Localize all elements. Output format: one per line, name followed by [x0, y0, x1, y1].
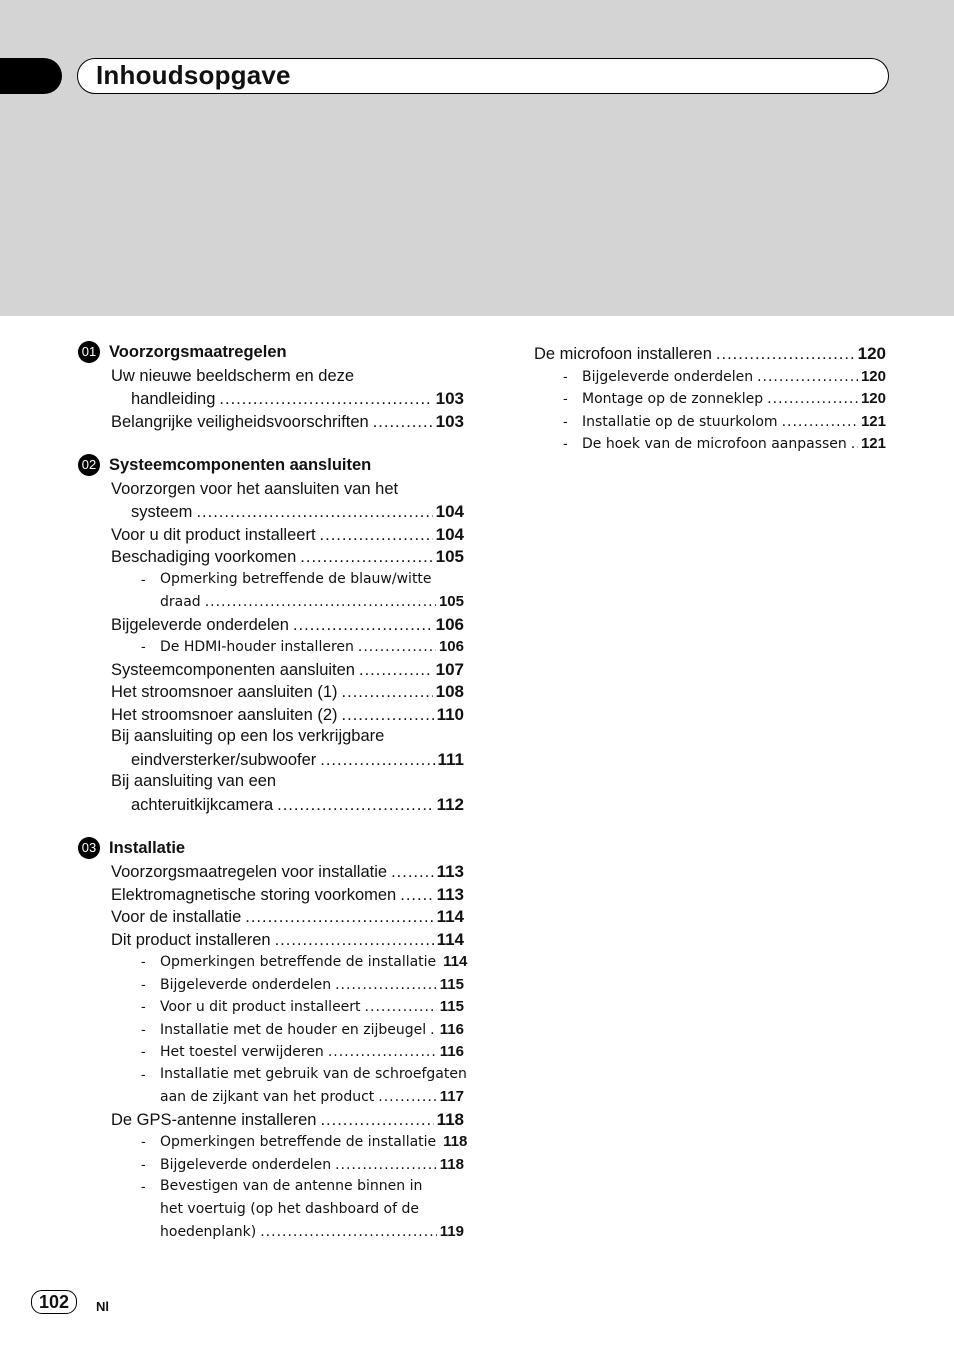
toc-subentry[interactable] — [160, 1133, 468, 1150]
toc-entry[interactable] — [111, 547, 464, 567]
toc-entry[interactable] — [111, 525, 464, 545]
footer-page-number: 102 — [31, 1290, 77, 1314]
toc-page-number: 106 — [438, 638, 464, 655]
leader-dots — [365, 999, 437, 1015]
leader-dots — [757, 369, 858, 385]
toc-entry[interactable] — [131, 502, 464, 522]
toc-entry-line: Voorzorgen voor het aansluiten van het — [111, 480, 399, 498]
toc-page-number: 121 — [860, 435, 886, 452]
toc-entry[interactable] — [111, 862, 464, 882]
toc-entry[interactable] — [131, 795, 464, 815]
toc-page-number: 104 — [435, 525, 464, 544]
toc-subentry[interactable] — [160, 1043, 464, 1060]
toc-entry[interactable] — [534, 344, 886, 364]
leader-dots — [767, 391, 858, 407]
toc-entry[interactable] — [111, 1110, 464, 1130]
toc-page-number: 113 — [436, 885, 464, 904]
leader-dots — [277, 796, 433, 815]
toc-page-number: 120 — [860, 368, 886, 385]
header-band — [0, 0, 954, 316]
toc-subentry-line: het voertuig (op het dashboard of de — [160, 1201, 419, 1217]
leader-dots — [782, 414, 858, 430]
toc-entry-text: Opmerkingen betreffende de installatie — [160, 1134, 437, 1150]
toc-entry-text: Installatie met de houder en zijbeugel — [160, 1022, 427, 1038]
toc-subentry[interactable] — [160, 1223, 464, 1240]
leader-dots — [359, 661, 433, 680]
leader-dots — [260, 1224, 437, 1240]
toc-page-number: 118 — [443, 1133, 468, 1150]
toc-entry-text: draad — [160, 594, 201, 610]
toc-page-number: 114 — [436, 930, 464, 949]
toc-entry-text: hoedenplank) — [160, 1224, 257, 1240]
toc-entry[interactable] — [111, 907, 464, 927]
toc-page-number: 107 — [435, 660, 464, 679]
toc-entry-text: Opmerkingen betreffende de installatie — [160, 954, 437, 970]
sub-entry-dash: - — [141, 1066, 146, 1082]
toc-entry-text: Voor u dit product installeert — [160, 999, 361, 1015]
sub-entry-dash: - — [141, 953, 146, 969]
leader-dots — [320, 526, 433, 545]
toc-page-number: 121 — [860, 413, 886, 430]
toc-entry-text: Beschadiging voorkomen — [111, 548, 297, 566]
toc-entry-text: De hoek van de microfoon aanpassen — [582, 436, 847, 452]
toc-entry[interactable] — [111, 705, 464, 725]
toc-page-number: 115 — [439, 976, 464, 993]
toc-entry[interactable] — [111, 412, 464, 432]
toc-page-number: 111 — [437, 750, 464, 769]
leader-dots — [342, 683, 433, 702]
toc-page-number: 120 — [857, 344, 886, 363]
toc-entry-text: Elektromagnetische storing voorkomen — [111, 886, 397, 904]
toc-page-number: 105 — [438, 593, 464, 610]
toc-page-number: 112 — [436, 795, 464, 814]
toc-page-number: 114 — [436, 907, 464, 926]
toc-page-number: 120 — [860, 390, 886, 407]
toc-page-number: 118 — [439, 1156, 464, 1173]
header-tab-marker — [0, 58, 62, 94]
toc-page-number: 105 — [435, 547, 464, 566]
toc-page-number: 104 — [435, 502, 464, 521]
leader-dots — [328, 1044, 437, 1060]
leader-dots — [716, 345, 855, 364]
toc-entry[interactable] — [111, 660, 464, 680]
toc-subentry[interactable] — [160, 976, 464, 993]
toc-subentry[interactable] — [582, 390, 886, 407]
toc-entry-line: Bij aansluiting van een — [111, 772, 277, 790]
toc-subentry[interactable] — [160, 998, 464, 1015]
toc-subentry[interactable] — [160, 638, 464, 655]
toc-entry-text: Het stroomsnoer aansluiten (1) — [111, 683, 338, 701]
toc-entry[interactable] — [111, 615, 464, 635]
page-title: Inhoudsopgave — [96, 60, 291, 90]
toc-entry-text: Montage op de zonneklep — [582, 391, 764, 407]
toc-entry-text: Installatie op de stuurkolom — [582, 414, 778, 430]
leader-dots — [851, 436, 858, 452]
toc-subentry[interactable] — [582, 435, 886, 452]
leader-dots — [335, 977, 437, 993]
toc-entry[interactable] — [111, 930, 464, 950]
toc-page-number: 114 — [443, 953, 468, 970]
toc-page-number: 113 — [436, 862, 464, 881]
sub-entry-dash: - — [141, 1133, 146, 1149]
sub-entry-dash: - — [563, 368, 568, 384]
sub-entry-dash: - — [563, 435, 568, 451]
sub-entry-dash: - — [563, 413, 568, 429]
toc-subentry[interactable] — [160, 593, 464, 610]
leader-dots — [430, 1022, 437, 1038]
toc-entry-text: Bijgeleverde onderdelen — [160, 977, 332, 993]
sub-entry-dash: - — [563, 390, 568, 406]
sub-entry-dash: - — [141, 1178, 146, 1194]
section-title: Voorzorgsmaatregelen — [109, 343, 287, 361]
toc-entry-text: achteruitkijkcamera — [131, 796, 274, 814]
toc-entry[interactable] — [111, 885, 464, 905]
toc-entry-text: eindversterker/subwoofer — [131, 751, 317, 769]
toc-entry-text: handleiding — [131, 390, 216, 408]
sub-entry-dash: - — [141, 1043, 146, 1059]
toc-page-number: 115 — [439, 998, 464, 1015]
toc-subentry[interactable] — [582, 413, 886, 430]
toc-entry-line: Uw nieuwe beeldscherm en deze — [111, 367, 355, 385]
toc-page-number: 118 — [436, 1110, 464, 1129]
sub-entry-dash: - — [141, 638, 146, 654]
leader-dots — [335, 1157, 437, 1173]
sub-entry-dash: - — [141, 571, 146, 587]
toc-subentry[interactable] — [160, 953, 468, 970]
section-number-badge: 03 — [78, 837, 100, 859]
section-title: Systeemcomponenten aansluiten — [109, 456, 372, 474]
leader-dots — [378, 1089, 437, 1105]
leader-dots — [373, 413, 433, 432]
toc-subentry-line: Bevestigen van de antenne binnen in — [160, 1178, 423, 1194]
toc-page-number: 106 — [435, 615, 464, 634]
toc-entry-text: Het toestel verwijderen — [160, 1044, 324, 1060]
toc-entry-text: Voor de installatie — [111, 908, 242, 926]
leader-dots — [400, 886, 433, 905]
toc-entry-text: Voor u dit product installeert — [111, 526, 316, 544]
toc-entry[interactable] — [111, 682, 464, 702]
toc-entry-text: Bijgeleverde onderdelen — [160, 1157, 332, 1173]
toc-page-number: 103 — [435, 389, 464, 408]
toc-subentry[interactable] — [582, 368, 886, 385]
toc-page-number: 116 — [439, 1043, 464, 1060]
leader-dots — [300, 548, 432, 567]
title-box — [77, 58, 889, 94]
leader-dots — [275, 931, 434, 950]
toc-entry-line: Bij aansluiting op een los verkrijgbare — [111, 727, 385, 745]
toc-subentry[interactable] — [160, 1156, 464, 1173]
leader-dots — [391, 863, 433, 882]
leader-dots — [245, 908, 433, 927]
toc-page-number: 116 — [439, 1021, 464, 1038]
leader-dots — [358, 639, 436, 655]
section-number-badge: 02 — [78, 454, 100, 476]
leader-dots — [196, 503, 432, 522]
toc-entry-text: Bijgeleverde onderdelen — [582, 369, 754, 385]
toc-entry-text: Bijgeleverde onderdelen — [111, 616, 289, 634]
toc-subentry[interactable] — [160, 1021, 464, 1038]
sub-entry-dash: - — [141, 976, 146, 992]
toc-entry-text: Het stroomsnoer aansluiten (2) — [111, 706, 338, 724]
toc-subentry-line: Opmerking betreffende de blauw/witte — [160, 571, 432, 587]
toc-page-number: 108 — [435, 682, 464, 701]
sub-entry-dash: - — [141, 1021, 146, 1037]
leader-dots — [320, 1111, 433, 1130]
toc-entry-text: Dit product installeren — [111, 931, 271, 949]
toc-entry-text: Systeemcomponenten aansluiten — [111, 661, 355, 679]
footer-language-code: Nl — [96, 1299, 109, 1314]
leader-dots — [205, 594, 436, 610]
leader-dots — [320, 751, 434, 770]
toc-page-number: 110 — [436, 705, 464, 724]
toc-subentry-line: Installatie met gebruik van de schroefgaten — [160, 1066, 467, 1082]
sub-entry-dash: - — [141, 1156, 146, 1172]
toc-entry-text: De HDMI-houder installeren — [160, 639, 354, 655]
toc-entry-text: De GPS-antenne installeren — [111, 1111, 317, 1129]
toc-entry[interactable] — [131, 389, 464, 409]
toc-page-number: 103 — [435, 412, 464, 431]
leader-dots — [293, 616, 433, 635]
toc-entry-text: aan de zijkant van het product — [160, 1089, 375, 1105]
toc-entry-text: Voorzorgsmaatregelen voor installatie — [111, 863, 388, 881]
section-number-badge: 01 — [78, 341, 100, 363]
toc-entry[interactable] — [131, 750, 464, 770]
leader-dots — [342, 706, 434, 725]
toc-entry-text: De microfoon installeren — [534, 345, 712, 363]
section-title: Installatie — [109, 839, 186, 857]
toc-page-number: 119 — [439, 1223, 464, 1240]
leader-dots — [219, 390, 432, 409]
toc-entry-text: systeem — [131, 503, 193, 521]
toc-entry-text: Belangrijke veiligheidsvoorschriften — [111, 413, 369, 431]
toc-subentry[interactable] — [160, 1088, 464, 1105]
sub-entry-dash: - — [141, 998, 146, 1014]
toc-page-number: 117 — [439, 1088, 464, 1105]
